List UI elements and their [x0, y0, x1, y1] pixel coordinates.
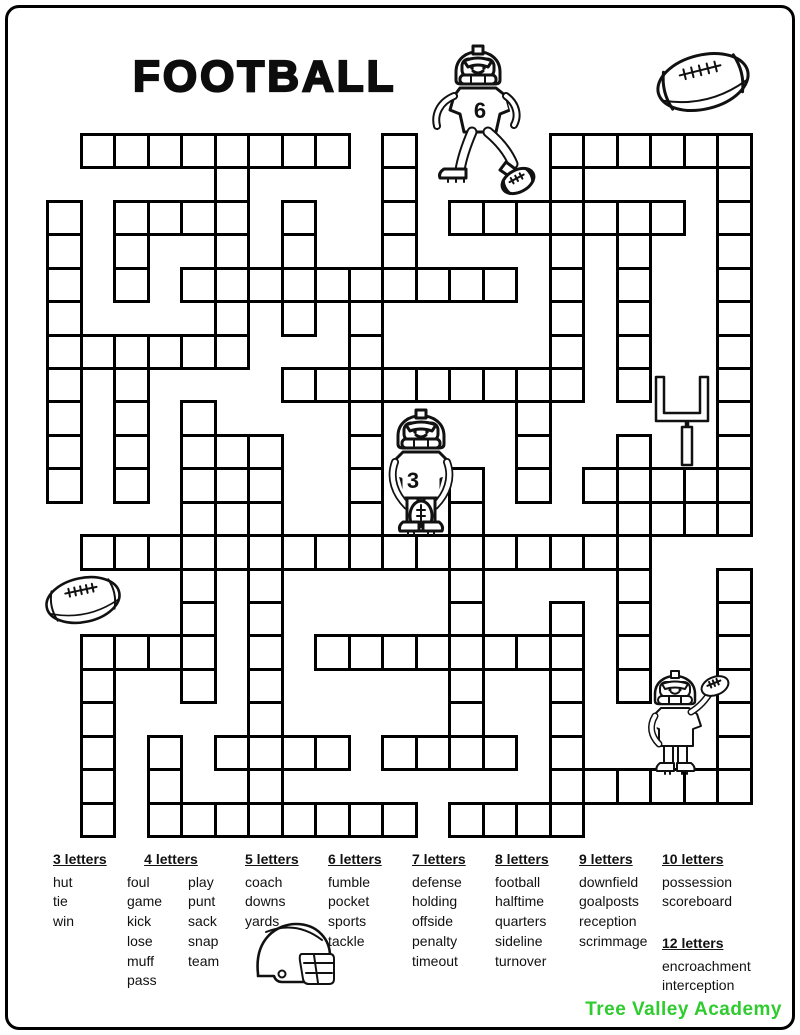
grid-cell — [582, 200, 619, 236]
football-icon-left — [42, 568, 124, 632]
grid-cell — [314, 367, 351, 403]
wordlist-9-letters — [579, 850, 647, 952]
grid-cell — [348, 367, 385, 403]
grid-cell — [314, 267, 351, 303]
word-item: halftime — [495, 893, 545, 910]
word-item: sack — [188, 913, 217, 930]
grid-cell — [549, 802, 586, 838]
grid-cell — [80, 802, 117, 838]
grid-cell — [180, 267, 217, 303]
wordlist-heading: 10 letters — [662, 851, 724, 867]
grid-cell — [281, 267, 318, 303]
grid-cell — [180, 133, 217, 169]
grid-cell — [582, 133, 619, 169]
grid-cell — [716, 233, 753, 269]
grid-cell — [214, 334, 251, 370]
word-item: lose — [127, 932, 153, 949]
word-item: goalposts — [579, 893, 639, 910]
grid-cell — [80, 534, 117, 570]
word-item: yards — [245, 913, 280, 930]
grid-cell — [616, 434, 653, 470]
grid-cell — [616, 568, 653, 604]
brand-text: Tree Valley Academy — [585, 999, 782, 1020]
grid-cell — [147, 133, 184, 169]
wordlist-8-letters — [495, 850, 549, 971]
grid-cell — [683, 501, 720, 537]
grid-cell — [247, 534, 284, 570]
word-item: tackle — [328, 932, 365, 949]
grid-cell — [515, 367, 552, 403]
grid-cell — [113, 467, 150, 503]
grid-cell — [482, 735, 519, 771]
grid-cell — [549, 768, 586, 804]
wordlist-6-letters — [328, 850, 382, 952]
grid-cell — [46, 334, 83, 370]
grid-cell — [180, 668, 217, 704]
grid-cell — [482, 200, 519, 236]
grid-cell — [716, 300, 753, 336]
word-item: downfield — [579, 873, 639, 890]
grid-cell — [616, 233, 653, 269]
grid-cell — [716, 367, 753, 403]
grid-cell — [46, 200, 83, 236]
grid-cell — [247, 668, 284, 704]
grid-cell — [180, 601, 217, 637]
grid-cell — [716, 334, 753, 370]
wordlist-heading: 7 letters — [412, 851, 466, 867]
grid-cell — [214, 133, 251, 169]
grid-cell — [180, 534, 217, 570]
grid-cell — [247, 434, 284, 470]
grid-cell — [113, 233, 150, 269]
grid-cell — [214, 200, 251, 236]
wordlist-heading: 12 letters — [662, 935, 724, 951]
grid-cell — [348, 467, 385, 503]
grid-cell — [716, 267, 753, 303]
word-item: reception — [579, 913, 637, 930]
grid-cell — [147, 802, 184, 838]
grid-cell — [281, 367, 318, 403]
grid-cell — [549, 634, 586, 670]
grid-cell — [180, 334, 217, 370]
grid-cell — [80, 701, 117, 737]
word-item: win — [53, 913, 75, 930]
grid-cell — [180, 434, 217, 470]
grid-cell — [348, 334, 385, 370]
grid-cell — [147, 200, 184, 236]
grid-cell — [549, 701, 586, 737]
word-item: timeout — [412, 952, 458, 969]
grid-cell — [80, 668, 117, 704]
grid-cell — [80, 768, 117, 804]
wordlist-3-letters — [53, 850, 107, 932]
grid-cell — [247, 701, 284, 737]
word-item: scrimmage — [579, 932, 648, 949]
grid-cell — [716, 200, 753, 236]
grid-cell — [46, 267, 83, 303]
grid-cell — [582, 467, 619, 503]
grid-cell — [549, 200, 586, 236]
word-item: tie — [53, 893, 68, 910]
grid-cell — [448, 701, 485, 737]
grid-cell — [147, 334, 184, 370]
grid-cell — [415, 367, 452, 403]
grid-cell — [482, 534, 519, 570]
grid-cell — [46, 233, 83, 269]
grid-cell — [180, 568, 217, 604]
grid-cell — [113, 133, 150, 169]
grid-cell — [348, 534, 385, 570]
word-item: sports — [328, 913, 367, 930]
grid-cell — [214, 534, 251, 570]
grid-cell — [616, 133, 653, 169]
grid-cell — [549, 267, 586, 303]
grid-cell — [281, 200, 318, 236]
grid-cell — [448, 568, 485, 604]
grid-cell — [281, 735, 318, 771]
word-item: scoreboard — [662, 893, 733, 910]
wordlist-heading: 3 letters — [53, 851, 107, 867]
grid-cell — [448, 367, 485, 403]
player-kicking-icon — [416, 38, 538, 200]
grid-cell — [616, 367, 653, 403]
grid-cell — [314, 634, 351, 670]
grid-cell — [549, 534, 586, 570]
grid-cell — [46, 467, 83, 503]
grid-cell — [113, 367, 150, 403]
grid-cell — [716, 601, 753, 637]
grid-cell — [448, 668, 485, 704]
grid-cell — [515, 200, 552, 236]
grid-cell — [247, 467, 284, 503]
grid-cell — [381, 233, 418, 269]
grid-cell — [381, 166, 418, 202]
grid-cell — [582, 534, 619, 570]
grid-cell — [214, 233, 251, 269]
grid-cell — [549, 334, 586, 370]
grid-cell — [716, 467, 753, 503]
grid-cell — [180, 467, 217, 503]
grid-cell — [381, 634, 418, 670]
word-item: interception — [662, 977, 735, 994]
grid-cell — [113, 200, 150, 236]
word-item: punt — [188, 893, 216, 910]
grid-cell — [247, 735, 284, 771]
grid-cell — [415, 735, 452, 771]
grid-cell — [549, 601, 586, 637]
word-item: holding — [412, 893, 458, 910]
grid-cell — [482, 634, 519, 670]
grid-cell — [549, 166, 586, 202]
grid-cell — [214, 467, 251, 503]
grid-cell — [616, 601, 653, 637]
grid-cell — [482, 802, 519, 838]
grid-cell — [381, 367, 418, 403]
grid-cell — [314, 534, 351, 570]
grid-cell — [80, 634, 117, 670]
grid-cell — [46, 300, 83, 336]
wordlist-heading: 5 letters — [245, 851, 299, 867]
grid-cell — [314, 802, 351, 838]
word-item: hut — [53, 873, 73, 890]
wordlist-7-letters — [412, 850, 466, 971]
grid-cell — [348, 434, 385, 470]
grid-cell — [281, 133, 318, 169]
grid-cell — [348, 267, 385, 303]
grid-cell — [46, 367, 83, 403]
grid-cell — [549, 668, 586, 704]
grid-cell — [281, 534, 318, 570]
wordlist-5-letters — [245, 850, 299, 932]
grid-cell — [147, 768, 184, 804]
grid-cell — [113, 267, 150, 303]
wordlist-12-letters — [662, 934, 751, 996]
word-item: muff — [127, 952, 154, 969]
grid-cell — [582, 768, 619, 804]
grid-cell — [214, 267, 251, 303]
grid-cell — [214, 735, 251, 771]
grid-cell — [314, 133, 351, 169]
grid-cell — [549, 367, 586, 403]
grid-cell — [415, 634, 452, 670]
player-holding-ball-icon — [383, 402, 459, 540]
grid-cell — [214, 300, 251, 336]
grid-cell — [716, 434, 753, 470]
grid-cell — [649, 501, 686, 537]
grid-cell — [549, 133, 586, 169]
grid-cell — [281, 300, 318, 336]
grid-cell — [716, 400, 753, 436]
grid-cell — [482, 367, 519, 403]
jersey-number-middle: 3 — [406, 468, 420, 493]
grid-cell — [549, 735, 586, 771]
word-item: coach — [245, 873, 283, 890]
grid-cell — [381, 133, 418, 169]
wordlist-10-letters — [662, 850, 732, 912]
wordlist-heading: 9 letters — [579, 851, 633, 867]
grid-cell — [180, 802, 217, 838]
player-catching-icon — [645, 664, 733, 778]
grid-cell — [448, 601, 485, 637]
word-item: snap — [188, 932, 219, 949]
word-item: game — [127, 893, 163, 910]
word-item: kick — [127, 913, 152, 930]
grid-cell — [180, 200, 217, 236]
grid-cell — [247, 501, 284, 537]
grid-cell — [515, 634, 552, 670]
word-item: encroachment — [662, 957, 751, 974]
word-item: team — [188, 952, 220, 969]
word-item: sideline — [495, 932, 543, 949]
grid-cell — [716, 166, 753, 202]
wordlist-4-letters — [127, 850, 219, 991]
word-item: pass — [127, 972, 157, 989]
wordlist-heading: 6 letters — [328, 851, 382, 867]
grid-cell — [247, 601, 284, 637]
page-title: FOOTBALL — [133, 52, 397, 101]
grid-cell — [381, 802, 418, 838]
football-icon — [652, 42, 754, 122]
grid-cell — [80, 133, 117, 169]
grid-cell — [515, 534, 552, 570]
grid-cell — [180, 634, 217, 670]
wordlist-heading: 4 letters — [144, 851, 198, 867]
grid-cell — [147, 534, 184, 570]
grid-cell — [616, 200, 653, 236]
grid-cell — [113, 334, 150, 370]
grid-cell — [515, 400, 552, 436]
grid-cell — [515, 467, 552, 503]
jersey-number-top: 6 — [473, 98, 487, 123]
grid-cell — [549, 300, 586, 336]
word-item: fumble — [328, 873, 371, 890]
grid-cell — [214, 166, 251, 202]
grid-cell — [448, 802, 485, 838]
grid-cell — [348, 634, 385, 670]
grid-cell — [716, 568, 753, 604]
word-item: turnover — [495, 952, 547, 969]
grid-cell — [415, 267, 452, 303]
grid-cell — [348, 400, 385, 436]
grid-cell — [448, 735, 485, 771]
wordlist-heading: 8 letters — [495, 851, 549, 867]
grid-cell — [113, 634, 150, 670]
grid-cell — [649, 133, 686, 169]
grid-cell — [147, 735, 184, 771]
grid-cell — [515, 802, 552, 838]
word-item: pocket — [328, 893, 370, 910]
grid-cell — [683, 467, 720, 503]
grid-cell — [314, 735, 351, 771]
grid-cell — [616, 300, 653, 336]
grid-cell — [214, 802, 251, 838]
word-item: quarters — [495, 913, 547, 930]
grid-cell — [448, 634, 485, 670]
grid-cell — [716, 501, 753, 537]
word-item: penalty — [412, 932, 458, 949]
grid-cell — [381, 200, 418, 236]
word-item: football — [495, 873, 541, 890]
grid-cell — [247, 768, 284, 804]
grid-cell — [180, 400, 217, 436]
grid-cell — [247, 568, 284, 604]
grid-cell — [113, 534, 150, 570]
word-item: possession — [662, 873, 733, 890]
grid-cell — [281, 802, 318, 838]
grid-cell — [448, 267, 485, 303]
grid-cell — [113, 400, 150, 436]
word-item: offside — [412, 913, 453, 930]
grid-cell — [649, 467, 686, 503]
grid-cell — [214, 434, 251, 470]
grid-cell — [247, 634, 284, 670]
grid-cell — [549, 233, 586, 269]
grid-cell — [46, 400, 83, 436]
grid-cell — [147, 634, 184, 670]
grid-cell — [46, 434, 83, 470]
grid-cell — [381, 267, 418, 303]
grid-cell — [448, 200, 485, 236]
grid-cell — [247, 802, 284, 838]
grid-cell — [348, 802, 385, 838]
grid-cell — [247, 133, 284, 169]
grid-cell — [381, 735, 418, 771]
grid-cell — [80, 735, 117, 771]
grid-cell — [247, 267, 284, 303]
grid-cell — [616, 267, 653, 303]
word-item: downs — [245, 893, 286, 910]
grid-cell — [515, 434, 552, 470]
grid-cell — [616, 467, 653, 503]
grid-cell — [348, 300, 385, 336]
goalpost-icon — [650, 373, 714, 467]
grid-cell — [180, 501, 217, 537]
grid-cell — [683, 133, 720, 169]
grid-cell — [616, 501, 653, 537]
grid-cell — [616, 534, 653, 570]
grid-cell — [113, 434, 150, 470]
word-item: play — [188, 873, 214, 890]
grid-cell — [348, 501, 385, 537]
grid-cell — [616, 334, 653, 370]
grid-cell — [80, 334, 117, 370]
word-item: defense — [412, 873, 462, 890]
grid-cell — [716, 133, 753, 169]
grid-cell — [482, 267, 519, 303]
word-item: foul — [127, 873, 150, 890]
grid-cell — [281, 233, 318, 269]
grid-cell — [649, 200, 686, 236]
